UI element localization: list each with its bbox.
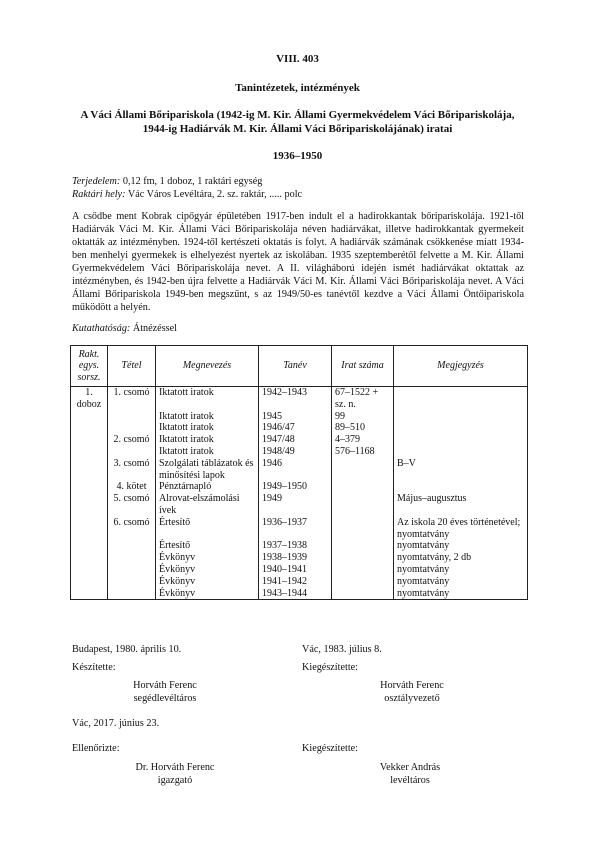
supplemented-by-label-2: Kiegészítette: bbox=[302, 743, 359, 754]
table-row bbox=[71, 576, 528, 588]
cell-year: 1936–1937 bbox=[259, 517, 332, 541]
cell-doc-no bbox=[332, 576, 394, 588]
cell-box bbox=[71, 493, 108, 517]
extent-label: Terjedelem: bbox=[72, 176, 121, 187]
cell-name: Iktatott iratok bbox=[156, 411, 259, 423]
cell-year: 1948/49 bbox=[259, 446, 332, 458]
cell-doc-no bbox=[332, 458, 394, 482]
location-value: Vác Város Levéltára, 2. sz. raktár, ..... polc bbox=[125, 188, 303, 200]
extent-line bbox=[72, 176, 532, 189]
cell-note: nyomtatvány bbox=[394, 576, 528, 588]
access-label: Kutathatóság: bbox=[72, 323, 131, 334]
cell-box bbox=[71, 481, 108, 493]
header-year: Tanév bbox=[259, 346, 332, 387]
table-row bbox=[71, 387, 528, 411]
cell-doc-no bbox=[332, 481, 394, 493]
cell-year: 1949 bbox=[259, 493, 332, 517]
cell-name: Évkönyv bbox=[156, 576, 259, 588]
signature-block-3 bbox=[115, 762, 235, 788]
cell-year: 1941–1942 bbox=[259, 576, 332, 588]
signature-block-1 bbox=[105, 680, 225, 706]
cell-year: 1946 bbox=[259, 458, 332, 482]
cell-unit bbox=[108, 576, 156, 588]
signatory-name: Horváth Ferenc bbox=[133, 680, 197, 691]
cell-note bbox=[394, 446, 528, 458]
table-row bbox=[71, 517, 528, 541]
table-body bbox=[71, 387, 528, 600]
fond-years: 1936–1950 bbox=[272, 150, 323, 162]
cell-note bbox=[394, 387, 528, 411]
place-date-3: Vác, 2017. június 23. bbox=[72, 718, 160, 729]
signatory-role: levéltáros bbox=[390, 774, 430, 786]
cell-name: Értesítő bbox=[156, 540, 259, 552]
cell-name: Alrovat-elszámolási ívek bbox=[156, 493, 259, 517]
cell-doc-no bbox=[332, 493, 394, 517]
cell-note: nyomtatvány bbox=[394, 564, 528, 576]
cell-name: Szolgálati táblázatok és minősítési lapok bbox=[156, 458, 259, 482]
extent-value: 0,12 fm, 1 doboz, 1 raktári egység bbox=[120, 176, 263, 187]
table-row bbox=[71, 446, 528, 458]
prepared-by-label: Készítette: bbox=[72, 662, 116, 673]
cell-unit: 3. csomó bbox=[108, 458, 156, 482]
cell-box bbox=[71, 434, 108, 446]
cell-year: 1938–1939 bbox=[259, 552, 332, 564]
cell-note: B–V bbox=[394, 458, 528, 482]
cell-note bbox=[394, 434, 528, 446]
cell-note bbox=[394, 411, 528, 423]
cell-unit bbox=[108, 422, 156, 434]
cell-doc-no: 89–510 bbox=[332, 422, 394, 434]
cell-year: 1943–1944 bbox=[259, 588, 332, 600]
cell-unit bbox=[108, 446, 156, 458]
place-date-2: Vác, 1983. július 8. bbox=[302, 644, 382, 655]
table-row bbox=[71, 481, 528, 493]
cell-doc-no bbox=[332, 540, 394, 552]
cell-note bbox=[394, 422, 528, 434]
cell-note: nyomtatvány bbox=[394, 588, 528, 600]
cell-box bbox=[71, 422, 108, 434]
cell-note: Az iskola 20 éves történetével; nyomtatvány bbox=[394, 517, 528, 541]
signature-block-4 bbox=[350, 762, 470, 788]
table-row bbox=[71, 552, 528, 564]
cell-name: Iktatott iratok bbox=[156, 387, 259, 411]
cell-unit bbox=[108, 540, 156, 552]
fond-title: A Váci Állami Bőripariskola (1942-ig M. Kir. Állami Gyermekvédelem Váci Bőripariskolája, 1944-ig Hadiárvák M. Kir. Állami Váci Bőripariskolájának) iratai bbox=[80, 109, 515, 136]
cell-box: 1. doboz bbox=[71, 387, 108, 411]
table-row bbox=[71, 422, 528, 434]
header-unit: Tétel bbox=[108, 346, 156, 387]
cell-doc-no bbox=[332, 588, 394, 600]
location-line bbox=[72, 189, 532, 202]
signatory-role: segédlevéltáros bbox=[133, 692, 197, 704]
cell-doc-no bbox=[332, 552, 394, 564]
cell-name: Értesítő bbox=[156, 517, 259, 541]
history-paragraph: A csődbe ment Kobrak cipőgyár épületében 1917-ben indult el a hadirokkantak bőripariskolája. 1921-től Hadiárvák Váci M. Kir. Állami Váci Bőripariskolája néven hadiárvákat, illetve hadirokkantak gyermekeit oktatták az intézményben. 1924-től kertészeti oktatás is folyt. A hadiárvák számának csökkenése miatt 1934-ben menhelyi gyermekek is elhelyezést nyertek az iskolában. 1935 szeptemberétől felvette a M. Kir. Állami Gyermekvédelem Váci Bőripariskolája nevet. A II. világháború idején ismét hadiárvákat oktattak az intézményben, és 1942-ben újra felvette a Hadiárvák Váci M. Kir. Állami Váci Bőripariskolája nevet. A Váci Állami Bőripariskola 1949-ben megszűnt, s az 1949/50-es tanévtől kezdve a Váci Állami Öntőipariskola működött a helyén. bbox=[72, 211, 524, 314]
cell-unit: 4. kötet bbox=[108, 481, 156, 493]
table-row bbox=[71, 458, 528, 482]
cell-unit: 2. csomó bbox=[108, 434, 156, 446]
header-name: Megnevezés bbox=[156, 346, 259, 387]
cell-doc-no bbox=[332, 564, 394, 576]
cell-year: 1942–1943 bbox=[259, 387, 332, 411]
cell-doc-no bbox=[332, 517, 394, 541]
cell-name: Iktatott iratok bbox=[156, 446, 259, 458]
cell-unit bbox=[108, 564, 156, 576]
access-line bbox=[72, 323, 177, 336]
cell-doc-no: 4–379 bbox=[332, 434, 394, 446]
cell-name: Évkönyv bbox=[156, 588, 259, 600]
cell-name: Pénztárnapló bbox=[156, 481, 259, 493]
category-heading: Tanintézetek, intézmények bbox=[235, 82, 360, 94]
cell-year: 1940–1941 bbox=[259, 564, 332, 576]
cell-box bbox=[71, 540, 108, 552]
signatory-role: osztályvezető bbox=[384, 692, 440, 704]
cell-unit: 6. csomó bbox=[108, 517, 156, 541]
table-row bbox=[71, 564, 528, 576]
cell-unit bbox=[108, 588, 156, 600]
cell-name: Évkönyv bbox=[156, 552, 259, 564]
cell-box bbox=[71, 517, 108, 541]
signatory-name: Vekker András bbox=[379, 762, 441, 773]
cell-unit bbox=[108, 552, 156, 564]
cell-note bbox=[394, 481, 528, 493]
cell-year: 1946/47 bbox=[259, 422, 332, 434]
table-row bbox=[71, 588, 528, 600]
signatory-name: Dr. Horváth Ferenc bbox=[135, 762, 215, 773]
cell-name: Évkönyv bbox=[156, 564, 259, 576]
cell-box bbox=[71, 552, 108, 564]
header-note: Megjegyzés bbox=[394, 346, 528, 387]
fond-id: VIII. 403 bbox=[276, 53, 319, 65]
cell-doc-no: 576–1168 bbox=[332, 446, 394, 458]
signatory-role: igazgató bbox=[157, 774, 193, 786]
cell-box bbox=[71, 576, 108, 588]
cell-year: 1945 bbox=[259, 411, 332, 423]
checked-by-label: Ellenőrizte: bbox=[72, 743, 120, 754]
signature-block-2 bbox=[352, 680, 472, 706]
cell-note: nyomtatvány bbox=[394, 540, 528, 552]
cell-unit bbox=[108, 411, 156, 423]
cell-unit: 1. csomó bbox=[108, 387, 156, 411]
cell-year: 1949–1950 bbox=[259, 481, 332, 493]
supplemented-by-label: Kiegészítette: bbox=[302, 662, 359, 673]
cell-doc-no: 67–1522 + sz. n. bbox=[332, 387, 394, 411]
header-doc-no: Irat száma bbox=[332, 346, 394, 387]
extent-block bbox=[72, 176, 532, 202]
cell-box bbox=[71, 411, 108, 423]
place-date-1: Budapest, 1980. április 10. bbox=[72, 644, 182, 655]
access-value: Átnézéssel bbox=[130, 323, 177, 334]
cell-box bbox=[71, 564, 108, 576]
cell-name: Iktatott iratok bbox=[156, 422, 259, 434]
cell-note: nyomtatvány, 2 db bbox=[394, 552, 528, 564]
cell-box bbox=[71, 588, 108, 600]
inventory-table bbox=[70, 345, 528, 600]
signatory-name: Horváth Ferenc bbox=[380, 680, 444, 691]
cell-doc-no: 99 bbox=[332, 411, 394, 423]
table-header-row bbox=[71, 346, 528, 387]
cell-unit: 5. csomó bbox=[108, 493, 156, 517]
cell-year: 1947/48 bbox=[259, 434, 332, 446]
cell-box bbox=[71, 446, 108, 458]
location-label: Raktári hely: bbox=[72, 188, 126, 200]
cell-name: Iktatott iratok bbox=[156, 434, 259, 446]
table-row bbox=[71, 411, 528, 423]
cell-note: Május–augusztus bbox=[394, 493, 528, 517]
table-row bbox=[71, 493, 528, 517]
table-row bbox=[71, 540, 528, 552]
cell-year: 1937–1938 bbox=[259, 540, 332, 552]
table-row bbox=[71, 434, 528, 446]
cell-box bbox=[71, 458, 108, 482]
header-box: Rakt. egys. sorsz. bbox=[71, 346, 108, 387]
